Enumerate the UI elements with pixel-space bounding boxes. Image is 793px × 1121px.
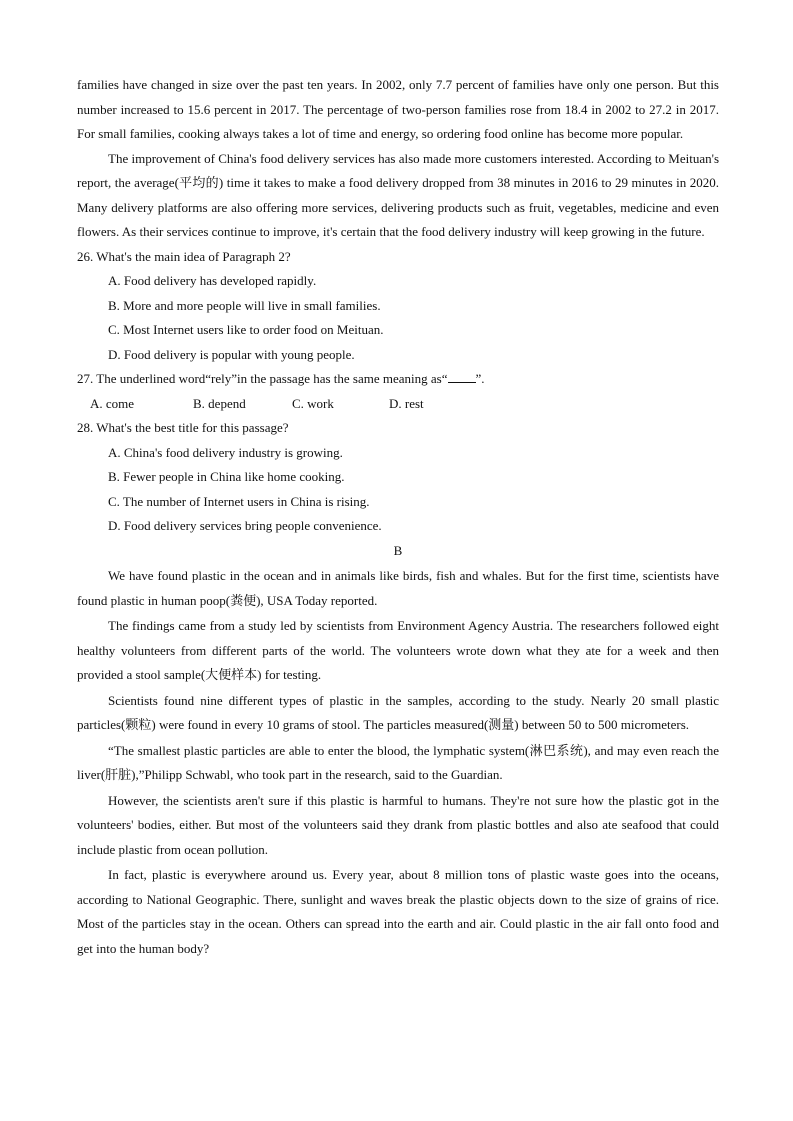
- question-27-stem: [77, 367, 719, 392]
- passage-b-paragraph-2: The findings came from a study led by scientists from Environment Agency Austria. The researchers followed eight healthy volunteers from different parts of the world. The volunteers wrote down what they ate for a week and then provided a stool sample(大便样本) for testing.: [77, 618, 719, 682]
- question-27-option-a: A. come: [90, 395, 135, 411]
- question-27: [77, 367, 719, 416]
- question-26-option-a: A. Food delivery has developed rapidly.: [108, 273, 317, 288]
- question-28-option-b: B. Fewer people in China like home cooking.: [108, 469, 345, 484]
- question-28-option-a: A. China's food delivery industry is growing.: [108, 444, 343, 460]
- question-27-options: [77, 392, 719, 417]
- question-27-stem-end: ”.: [475, 371, 485, 386]
- question-27-option-c: C. work: [292, 395, 334, 411]
- question-28-stem: 28. What's the best title for this passage?: [77, 420, 289, 435]
- page-content: [77, 73, 719, 961]
- passage-b-heading: B: [393, 542, 403, 558]
- question-26-option-c: C. Most Internet users like to order food on Meituan.: [108, 322, 384, 337]
- question-28-option-c: C. The number of Internet users in China is rising.: [108, 493, 370, 509]
- question-27-option-b: B. depend: [193, 395, 246, 411]
- passage-b-paragraph-3: Scientists found nine different types of plastic in the samples, according to the study. Nearly 20 small plastic particles(颗粒) were found in every 10 grams of stool. The particles measured(测量) between 50 to 500 micrometers.: [77, 692, 719, 732]
- question-26: [77, 245, 719, 368]
- question-26-option-d: D. Food delivery is popular with young people.: [108, 346, 355, 362]
- passage-b-paragraph-5: However, the scientists aren't sure if this plastic is harmful to humans. They're not sure how the plastic got in the volunteers' bodies, either. But most of the volunteers said they drank from plastic bottles and also ate seafood that could include plastic from ocean pollution.: [77, 792, 719, 857]
- question-27-option-d: D. rest: [389, 395, 424, 411]
- passage-a-paragraph-1: families have changed in size over the past ten years. In 2002, only 7.7 percent of families have only one person. But this number increased to 15.6 percent in 2017. The percentage of two-person families rose from 18.4 in 2002 to 27.2 in 2017. For small families, cooking always takes a lot of time and energy, so ordering food online has become more popular.: [77, 77, 719, 141]
- question-26-stem: 26. What's the main idea of Paragraph 2?: [77, 248, 291, 264]
- passage-b-paragraph-6: In fact, plastic is everywhere around us. Every year, about 8 million tons of plastic waste goes into the oceans, according to National Geographic. There, sunlight and waves break the plastic objects down to the size of grains of rice. Most of the particles stay in the ocean. Others can spread into the earth and air. Could plastic in the air fall onto food and get into the human body?: [77, 867, 719, 956]
- passage-b-paragraph-1: We have found plastic in the ocean and in animals like birds, fish and whales. But for the first time, scientists have found plastic in human poop(粪便), USA Today reported.: [77, 568, 719, 608]
- question-28-option-d: D. Food delivery services bring people convenience.: [108, 518, 382, 533]
- answer-blank: [448, 369, 476, 383]
- question-28: [77, 416, 719, 539]
- question-26-option-b: B. More and more people will live in small families.: [108, 297, 381, 313]
- question-27-stem-text: 27. The underlined word“rely”in the passage has the same meaning as“: [77, 371, 448, 386]
- passage-a-paragraph-2: The improvement of China's food delivery services has also made more customers interested. According to Meituan's report, the average(平均的) time it takes to make a food delivery dropped from 38 minutes in 2016 to 29 minutes in 2020. Many delivery platforms are also offering more services, delivering products such as fruit, vegetables, medicine and even flowers. As their services continue to improve, it's certain that the food delivery industry will keep growing in the future.: [77, 150, 719, 239]
- passage-b-paragraph-4: “The smallest plastic particles are able to enter the blood, the lymphatic system(淋巴系统), and may even reach the liver(肝脏),”Philipp Schwabl, who took part in the research, said to the Guardian.: [77, 742, 719, 782]
